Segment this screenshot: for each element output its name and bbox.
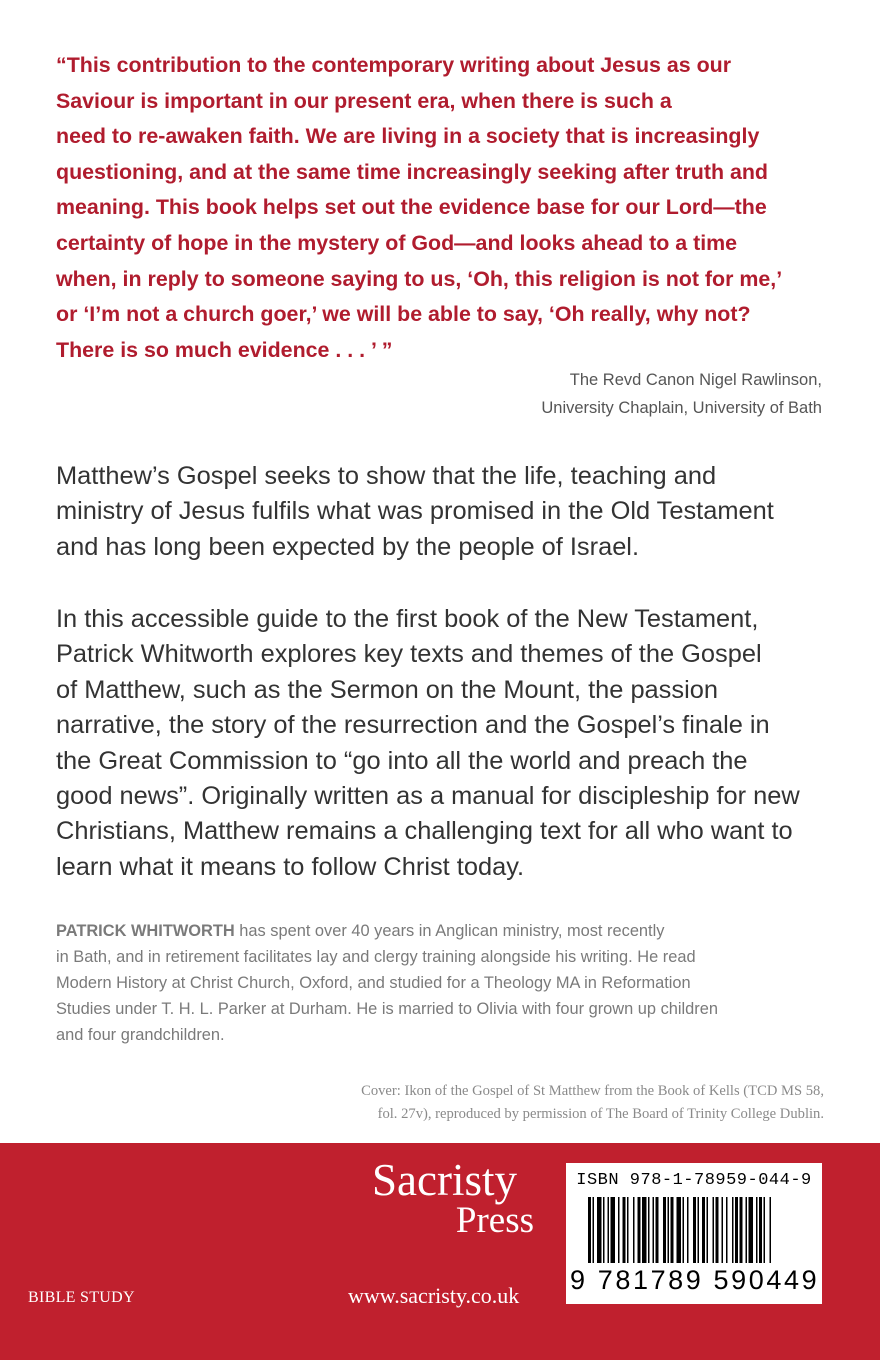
author-bio — [56, 918, 846, 1048]
quote-line: certainty of hope in the mystery of God—and looks ahead to a time — [56, 230, 738, 255]
isbn-label: ISBN 978-1-78959-044-9 — [576, 1171, 812, 1190]
barcode-bar — [722, 1197, 724, 1263]
barcode-bar — [716, 1197, 719, 1263]
barcode-bar — [740, 1197, 743, 1263]
barcode-icon — [574, 1197, 814, 1267]
barcode-bar — [656, 1197, 659, 1263]
publisher-name-line2: Press — [455, 1200, 534, 1241]
quote-line: when, in reply to someone saying to us, ‘Oh, this religion is not for me,’ — [56, 266, 783, 291]
bio-line: in Bath, and in retirement facilitates lay and clergy training alongside his writing. He read — [56, 948, 696, 966]
quote-line: There is so much evidence . . . ’ ” — [56, 337, 393, 362]
barcode-bar — [713, 1197, 715, 1263]
barcode-bar — [588, 1197, 591, 1263]
barcode-bar — [732, 1197, 734, 1263]
paragraph-line: the Great Commission to “go into all the world and preach the — [56, 746, 748, 775]
barcode-bar — [671, 1197, 674, 1263]
barcode-bar — [618, 1197, 620, 1263]
quote-line: Saviour is important in our present era, when there is such a — [56, 88, 672, 113]
paragraph-line: learn what it means to follow Christ today. — [56, 852, 525, 881]
paragraph-line: Matthew’s Gospel seeks to show that the life, teaching and — [56, 462, 717, 490]
barcode-bar — [597, 1197, 602, 1263]
barcode-bar — [677, 1197, 682, 1263]
barcode-bar — [756, 1197, 758, 1263]
paragraph-line: Patrick Whitworth explores key texts and themes of the Gospel — [56, 640, 762, 669]
bio-line — [56, 918, 846, 944]
barcode-bar — [668, 1197, 670, 1263]
barcode-bar — [749, 1197, 754, 1263]
paragraph-line: narrative, the story of the resurrection and the Gospel’s finale in — [56, 711, 770, 740]
description-paragraph-2 — [56, 602, 856, 885]
barcode-bar — [687, 1197, 689, 1263]
barcode-bar — [764, 1197, 766, 1263]
barcode-bar — [735, 1197, 738, 1263]
quote-attribution — [541, 366, 822, 422]
barcode-bar — [627, 1197, 629, 1263]
cover-credit-line: Cover: Ikon of the Gospel of St Matthew from the Book of Kells (TCD MS 58, — [361, 1083, 824, 1099]
bio-first-line-rest: has spent over 40 years in Anglican ministry, most recently — [234, 922, 665, 940]
barcode-bar — [611, 1197, 616, 1263]
barcode-bar — [770, 1197, 772, 1263]
category-label: BIBLE STUDY — [28, 1289, 135, 1306]
paragraph-line: ministry of Jesus fulfils what was promised in the Old Testament — [56, 497, 774, 526]
barcode-bar — [593, 1197, 595, 1263]
cover-credit — [361, 1080, 824, 1126]
barcode-bar — [633, 1197, 635, 1263]
barcode-bar — [693, 1197, 696, 1263]
publisher-name-line1: Sacristy — [372, 1155, 517, 1205]
publisher-website: www.sacristy.co.uk — [348, 1283, 520, 1308]
barcode-bar — [648, 1197, 650, 1263]
barcode-bar — [638, 1197, 641, 1263]
barcode-bar — [623, 1197, 626, 1263]
barcode-bar — [663, 1197, 666, 1263]
barcode-bar — [603, 1197, 605, 1263]
barcode-digits: 9 781789 590449 — [570, 1265, 820, 1295]
paragraph-line: and has long been expected by the people of Israel. — [56, 532, 640, 561]
paragraph-line: In this accessible guide to the first book of the New Testament, — [56, 605, 759, 633]
paragraph-line: good news”. Originally written as a manual for discipleship for new — [56, 782, 800, 811]
barcode-bar — [746, 1197, 748, 1263]
bio-line: Studies under T. H. L. Parker at Durham. He is married to Olivia with four grown up children — [56, 1000, 718, 1018]
barcode-bar — [653, 1197, 655, 1263]
quote-line: need to re-awaken faith. We are living in a society that is increasingly — [56, 124, 760, 149]
quote-line: or ‘I’m not a church goer,’ we will be able to say, ‘Oh really, why not? — [56, 302, 751, 327]
attribution-role: University Chaplain, University of Bath — [541, 399, 822, 417]
barcode-bar — [726, 1197, 728, 1263]
barcode-bar — [608, 1197, 610, 1263]
attribution-name: The Revd Canon Nigel Rawlinson, — [569, 371, 822, 389]
barcode-box — [566, 1163, 822, 1304]
barcode-bar — [759, 1197, 762, 1263]
barcode-bar — [683, 1197, 685, 1263]
quote-line: questioning, and at the same time increasingly seeking after truth and — [56, 159, 768, 184]
barcode-bar — [707, 1197, 709, 1263]
description-paragraph-1 — [56, 459, 856, 565]
quote-line: “This contribution to the contemporary writing about Jesus as our — [56, 53, 732, 77]
cover-credit-line: fol. 27v), reproduced by permission of The Board of Trinity College Dublin. — [377, 1106, 824, 1122]
quote-line: meaning. This book helps set out the evidence base for our Lord—the — [56, 195, 767, 220]
author-name: PATRICK WHITWORTH — [56, 922, 235, 940]
barcode-bar — [698, 1197, 700, 1263]
publisher-logo — [372, 1157, 542, 1239]
bio-line: and four grandchildren. — [56, 1026, 225, 1044]
bio-line: Modern History at Christ Church, Oxford, and studied for a Theology MA in Reformation — [56, 974, 691, 992]
barcode-bar — [642, 1197, 647, 1263]
paragraph-line: Christians, Matthew remains a challenging text for all who want to — [56, 817, 793, 846]
endorsement-quote — [56, 48, 846, 368]
barcode-bar — [702, 1197, 705, 1263]
paragraph-line: of Matthew, such as the Sermon on the Mount, the passion — [56, 675, 718, 704]
